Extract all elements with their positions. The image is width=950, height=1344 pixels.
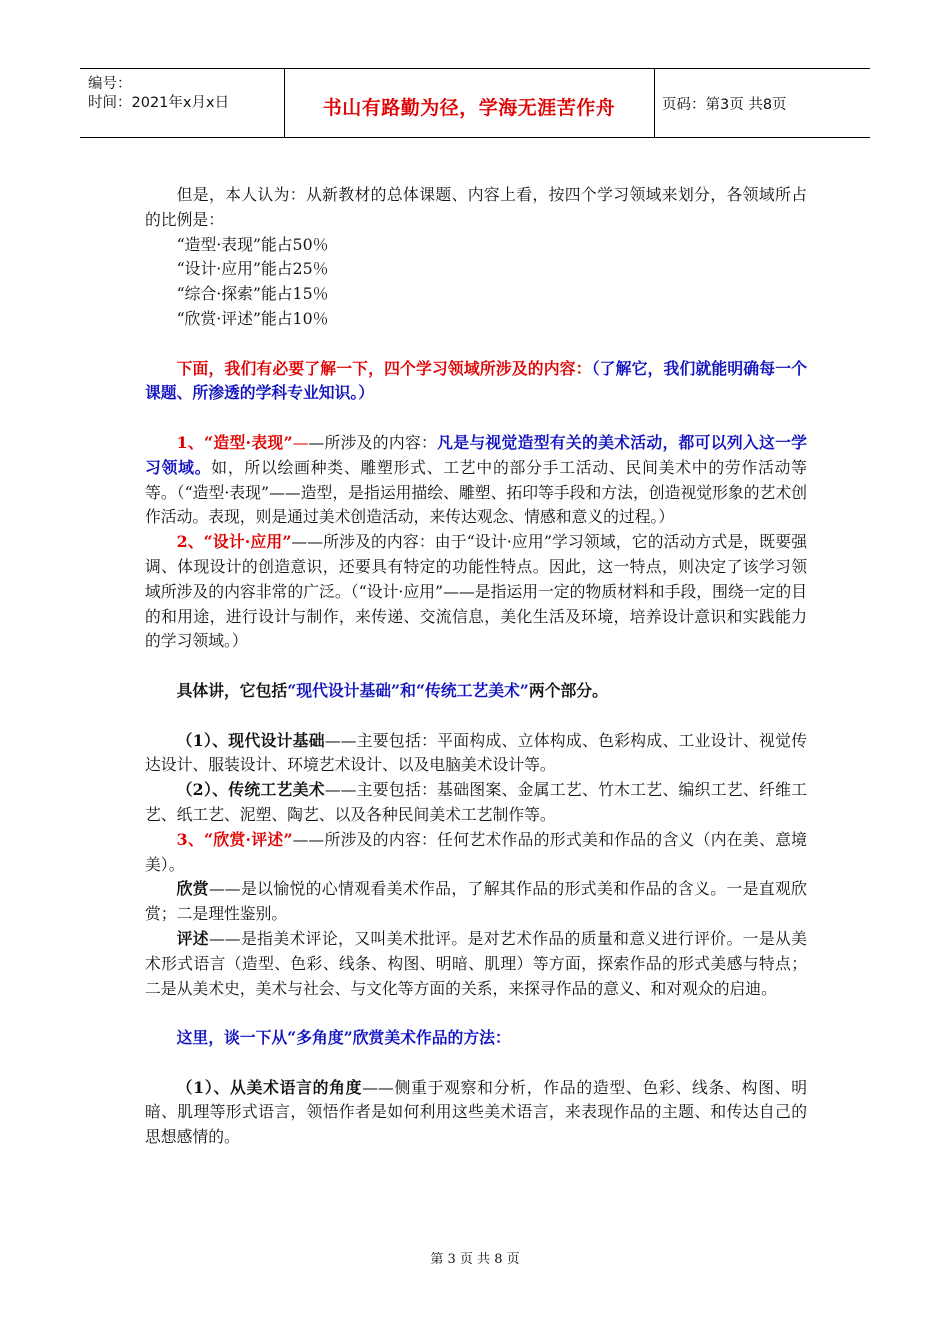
date-label: 时间：2021年x月x日	[88, 95, 230, 111]
section-2-title: 2、“设计·应用”	[176, 532, 292, 552]
ratio-item: “综合·探索”能占15％	[176, 284, 329, 304]
section-3-paragraph	[145, 828, 807, 878]
section-1-paragraph	[145, 431, 807, 530]
detail-pre: 具体讲，它包括	[176, 680, 288, 700]
header-meta-cell	[80, 69, 285, 137]
angle-1-paragraph	[145, 1076, 807, 1150]
part-1-text: ——主要包括：平面构成、立体构成、色彩构成、工业设计、视觉传达设计、服装设计、环境艺术设计、以及电脑美术设计等。	[145, 730, 807, 775]
detail-paragraph	[145, 679, 807, 704]
section-heading	[145, 357, 807, 407]
header-page-cell	[654, 69, 870, 137]
section-heading-2: 这里，谈一下从“多角度”欣赏美术作品的方法：	[176, 1028, 511, 1048]
page-footer: 第 3 页 共 8 页	[430, 1252, 520, 1267]
document-body	[145, 183, 807, 1150]
review-text: ——是指美术评论，又叫美术批评。是对艺术作品的质量和意义进行评价。一是从美术形式语言（造型、色彩、线条、构图、明暗、肌理）等方面，探索作品的形式美感与特点；二是从美术史，美术与社会、与文化等方面的关系，来探寻作品的意义、和对观众的启迪。	[145, 928, 807, 998]
appreciate-text: ——是以愉悦的心情观看美术作品，了解其作品的形式美和作品的含义。一是直观欣赏；二是理性鉴别。	[145, 879, 807, 924]
angle-1-label: （1）、从美术语言的角度	[176, 1077, 363, 1097]
ratio-item: “造型·表现”能占50％	[176, 234, 329, 254]
page-label: 页码：第3页 共8页	[662, 97, 787, 113]
section-3-title: 3、“欣赏·评述”	[176, 829, 293, 849]
heading-blue-text: （了解它，我们就能明确每一个课题、所渗透的学科专业知识。）	[145, 358, 807, 403]
review-paragraph	[145, 927, 807, 1001]
part-1-paragraph	[145, 729, 807, 779]
detail-post: 两个部分。	[528, 680, 608, 700]
part-1-label: （1）、现代设计基础	[176, 730, 325, 750]
detail-highlight: “现代设计基础”和“传统工艺美术”	[287, 680, 529, 700]
section-1-lead: —所涉及的内容：	[308, 432, 438, 452]
part-2-paragraph	[145, 778, 807, 828]
section-1-dash: —	[292, 432, 309, 452]
motto: 书山有路勤为径，学海无涯苦作舟	[322, 97, 616, 119]
section-2-paragraph	[145, 530, 807, 654]
review-label: 评述	[176, 928, 209, 948]
page-header	[80, 68, 870, 138]
angle-1-text: ——侧重于观察和分析，作品的造型、色彩、线条、构图、明暗、肌理等形式语言，领悟作者是如何利用这些美术语言，来表现作品的主题、和传达自己的思想感情的。	[145, 1077, 807, 1147]
heading-red-text: 下面，我们有必要了解一下，四个学习领域所涉及的内容：	[176, 358, 592, 378]
section-3-text: ——所涉及的内容：任何艺术作品的形式美和作品的含义（内在美、意境美）。	[145, 829, 807, 874]
part-2-label: （2）、传统工艺美术	[176, 780, 325, 800]
section-1-highlight: 凡是与视觉造型有关的美术活动，都可以列入这一学习领域。	[145, 432, 807, 477]
section-2-text: ——所涉及的内容：由于“设计·应用”学习领域，它的活动方式是，既要强调、体现设计的创造意识，还要具有特定的功能性特点。因此，这一特点，则决定了该学习领域所涉及的内容非常的广泛。（“设计·应用”——是指运用一定的物质材料和手段，围绕一定的目的和用途，进行设计与制作，来传递、交流信息，美化生活及环境，培养设计意识和实践能力的学习领域。）	[145, 532, 807, 651]
number-label: 编号：	[88, 76, 132, 92]
header-motto-cell	[284, 69, 655, 137]
intro-paragraph: 但是，本人认为：从新教材的总体课题、内容上看，按四个学习领域来划分，各领域所占的比例是：	[145, 185, 807, 229]
section-1-text: 如，所以绘画种类、雕塑形式、工艺中的部分手工活动、民间美术中的劳作活动等等。（“造型·表现”——造型，是指运用描绘、雕塑、拓印等手段和方法，创造视觉形象的艺术创作活动。表现，则是通过美术创造活动，来传达观念、情感和意义的过程。）	[145, 457, 807, 527]
part-2-text: ——主要包括：基础图案、金属工艺、竹木工艺、编织工艺、纤维工艺、纸工艺、泥塑、陶艺、以及各种民间美术工艺制作等。	[145, 780, 807, 824]
appreciate-label: 欣赏	[176, 879, 209, 899]
appreciate-paragraph	[145, 877, 807, 927]
ratio-item: “设计·应用”能占25％	[176, 259, 329, 279]
ratio-item: “欣赏·评述”能占10％	[176, 308, 329, 328]
section-1-title: 1、“造型·表现”	[176, 432, 293, 452]
